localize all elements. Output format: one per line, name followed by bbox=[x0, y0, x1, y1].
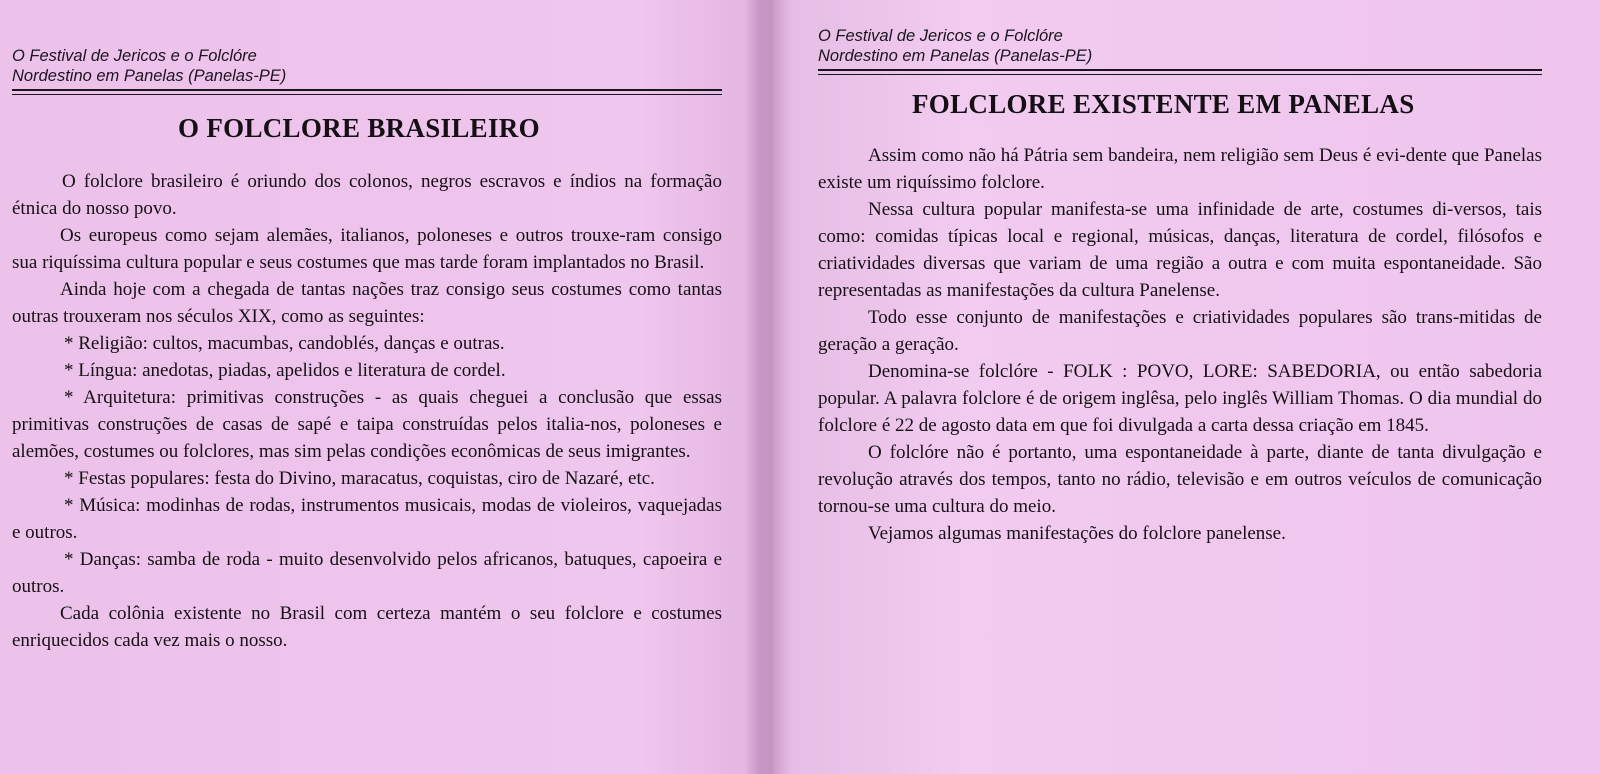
left-running-head-line2: Nordestino em Panelas (Panelas-PE) bbox=[12, 67, 287, 85]
left-running-head bbox=[12, 46, 722, 86]
paragraph: Os europeus como sejam alemães, italianos, poloneses e outros trouxe-ram consigo sua riquíssima cultura popular e seus costumes que mas tarde foram implantados no Brasil. bbox=[12, 225, 722, 273]
list-item: * Língua: anedotas, piadas, apelidos e literatura de cordel. bbox=[64, 360, 506, 381]
paragraph: Nessa cultura popular manifesta-se uma infinidade de arte, costumes di-versos, tais como: comidas típicas local e regional, músicas, danças, literatura de cordel, filósofos e criatividades diversas que variam de uma região a outra e com muita espontaneidade. São representadas as manifestações da cultura Panelense. bbox=[818, 199, 1542, 301]
list-item: * Música: modinhas de rodas, instrumentos musicais, modas de violeiros, vaquejadas e outros. bbox=[12, 495, 722, 543]
paragraph: Ainda hoje com a chegada de tantas nações traz consigo seus costumes como tantas outras trouxeram nos séculos XIX, como as seguintes: bbox=[12, 279, 722, 327]
right-page-body bbox=[818, 142, 1542, 547]
right-header-rule bbox=[818, 69, 1542, 75]
left-running-head-line1: O Festival de Jericos e o Folclóre bbox=[12, 47, 257, 65]
right-running-head-line2: Nordestino em Panelas (Panelas-PE) bbox=[818, 47, 1093, 65]
left-page bbox=[0, 0, 760, 774]
right-running-head-line1: O Festival de Jericos e o Folclóre bbox=[818, 27, 1063, 45]
left-page-body bbox=[12, 168, 722, 654]
list-item: * Festas populares: festa do Divino, maracatus, coquistas, ciro de Nazaré, etc. bbox=[64, 468, 655, 489]
list-item: * Arquitetura: primitivas construções - as quais cheguei a conclusão que essas primitivas construções de casas de sapé e taipa construídas pelos italia-nos, poloneses e alemões, costumes ou folclores, mas sim pelas condições econômicas de seus imigrantes. bbox=[12, 387, 722, 462]
paragraph: Vejamos algumas manifestações do folclore panelense. bbox=[868, 523, 1286, 544]
list-item: * Religião: cultos, macumbas, candoblés, danças e outras. bbox=[64, 333, 505, 354]
right-page-title: FOLCLORE EXISTENTE EM PANELAS bbox=[912, 89, 1415, 119]
list-item: * Danças: samba de roda - muito desenvolvido pelos africanos, batuques, capoeira e outros. bbox=[12, 549, 722, 597]
left-page-title: O FOLCLORE BRASILEIRO bbox=[178, 113, 540, 143]
paragraph: O folclóre não é portanto, uma espontaneidade à parte, diante de tanta divulgação e revolução através dos tempos, tanto no rádio, televisão e em outros veículos de comunicação tornou-se uma cultura do meio. bbox=[818, 442, 1542, 517]
paragraph: Assim como não há Pátria sem bandeira, nem religião sem Deus é evi-dente que Panelas existe um riquíssimo folclore. bbox=[818, 145, 1542, 193]
right-running-head bbox=[818, 26, 1542, 66]
paragraph: Denomina-se folclóre - FOLK : POVO, LORE: SABEDORIA, ou então sabedoria popular. A palavra folclore é de origem inglêsa, pelo inglês William Thomas. O dia mundial do folclore é 22 de agosto data em que foi divulgada a carta dessa criação em 1845. bbox=[818, 361, 1542, 436]
paragraph: O folclore brasileiro é oriundo dos colonos, negros escravos e índios na formação étnica do nosso povo. bbox=[12, 171, 722, 219]
right-page bbox=[770, 0, 1600, 774]
paragraph: Cada colônia existente no Brasil com certeza mantém o seu folclore e costumes enriquecidos cada vez mais o nosso. bbox=[12, 603, 722, 651]
paragraph: Todo esse conjunto de manifestações e criatividades populares são trans-mitidas de geração a geração. bbox=[818, 307, 1542, 355]
left-header-rule bbox=[12, 89, 722, 95]
